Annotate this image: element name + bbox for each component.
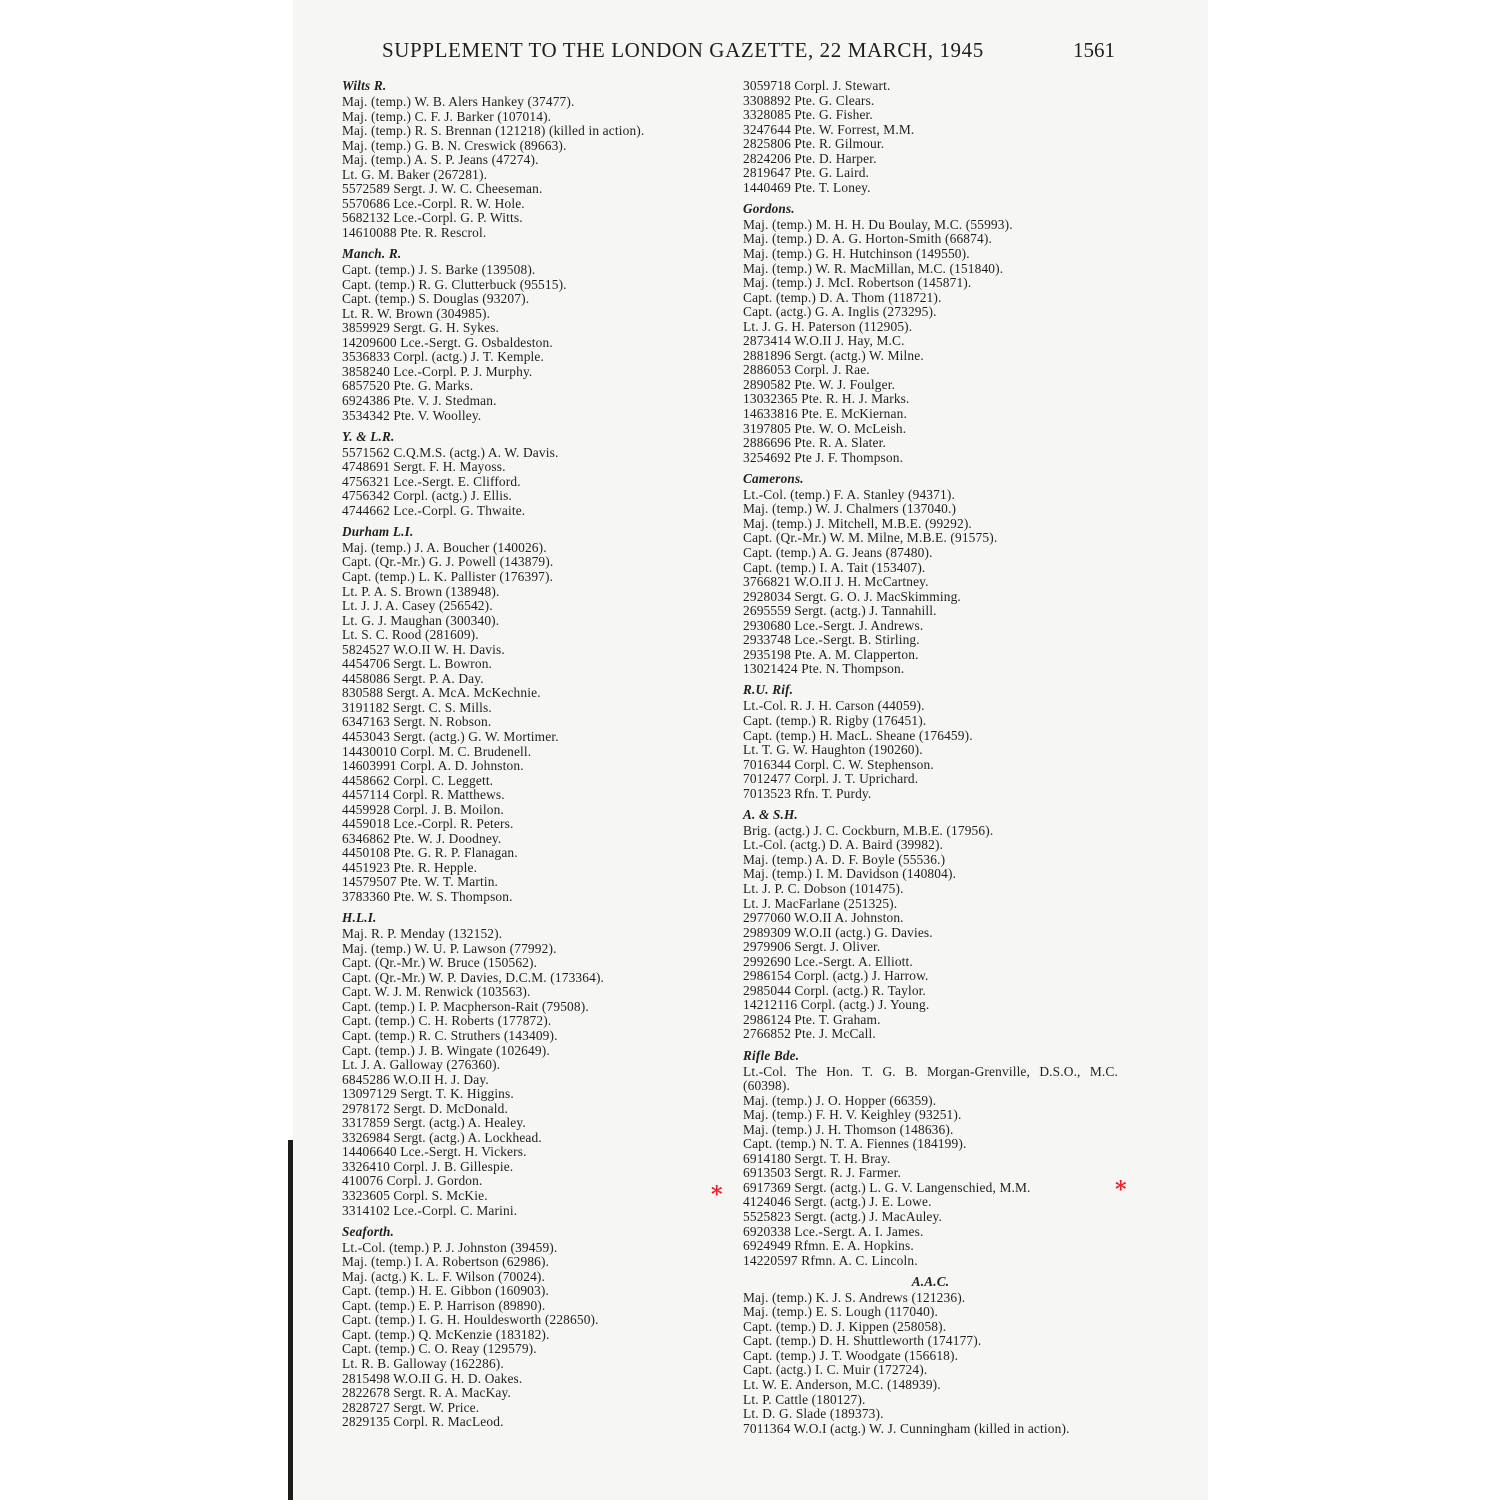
- roll-entry: 6347163 Sergt. N. Robson.: [342, 714, 492, 730]
- roll-entry: 2985044 Corpl. (actg.) R. Taylor.: [743, 982, 927, 998]
- roll-entry: 3323605 Corpl. S. McKie.: [342, 1187, 488, 1203]
- roll-entry: Lt. W. E. Anderson, M.C. (148939).: [743, 1377, 941, 1393]
- unit-section: [743, 1049, 1118, 1269]
- roll-entry: 4459018 Lce.-Corpl. R. Peters.: [342, 816, 514, 832]
- roll-entry: 6914180 Sergt. T. H. Bray.: [743, 1150, 891, 1166]
- roll-entry: 2930680 Lce.-Sergt. J. Andrews.: [743, 617, 924, 633]
- roll-entry: Capt. (temp.) Q. McKenzie (183182).: [342, 1326, 550, 1342]
- roll-entry: Lt. T. G. W. Haughton (190260).: [743, 742, 923, 758]
- roll-entry: Lt. D. G. Slade (189373).: [743, 1406, 884, 1422]
- roll-entry: Capt. (temp.) C. H. Roberts (177872).: [342, 1013, 552, 1029]
- page-number: 1561: [1073, 38, 1115, 62]
- roll-entry: 2977060 W.O.II A. Johnston.: [743, 910, 904, 926]
- roll-entry: 14406640 Lce.-Sergt. H. Vickers.: [342, 1144, 527, 1160]
- roll-entry: 2989309 W.O.II (actg.) G. Davies.: [743, 924, 933, 940]
- unit-section: [743, 808, 1118, 1042]
- roll-entry: Maj. (temp.) I. M. Davidson (140804).: [743, 866, 957, 882]
- roll-entry: 6920338 Lce.-Sergt. A. I. James.: [743, 1223, 924, 1239]
- roll-entry: Lt. R. B. Galloway (162286).: [342, 1355, 504, 1371]
- roll-entry: 6924386 Pte. V. J. Stedman.: [342, 392, 497, 408]
- roll-entry: Maj. (temp.) M. H. H. Du Boulay, M.C. (55993).: [743, 216, 1013, 232]
- roll-entry: 14212116 Corpl. (actg.) J. Young.: [743, 997, 930, 1013]
- roll-entry: Capt. (actg.) I. C. Muir (172724).: [743, 1362, 928, 1378]
- roll-entry: Capt. (temp.) J. S. Barke (139508).: [342, 262, 536, 278]
- roll-entry: 3858240 Lce.-Corpl. P. J. Murphy.: [342, 363, 533, 379]
- roll-entry: Capt. (temp.) I. P. Macpherson-Rait (79508).: [342, 998, 589, 1014]
- roll-entry: 830588 Sergt. A. McA. McKechnie.: [342, 685, 541, 701]
- roll-entry: 2886696 Pte. R. A. Slater.: [743, 435, 887, 451]
- roll-entry: 4748691 Sergt. F. H. Mayoss.: [342, 459, 506, 475]
- roll-entry: Maj. (temp.) F. H. V. Keighley (93251).: [743, 1107, 962, 1123]
- roll-entry: 4453043 Sergt. (actg.) G. W. Mortimer.: [342, 729, 559, 745]
- roll-entry: 14220597 Rfmn. A. C. Lincoln.: [743, 1252, 918, 1268]
- roll-entry: 3191182 Sergt. C. S. Mills.: [342, 699, 492, 715]
- roll-entry: 13021424 Pte. N. Thompson.: [743, 661, 905, 677]
- roll-entry: 3197805 Pte. W. O. McLeish.: [743, 420, 907, 436]
- roll-entry: Maj. (temp.) W. U. P. Lawson (77992).: [342, 940, 557, 956]
- unit-section: [342, 525, 722, 905]
- red-asterisk-mark-left: *: [711, 1182, 723, 1208]
- roll-entry: Maj. (temp.) C. F. J. Barker (107014).: [342, 108, 552, 124]
- unit-heading: Wilts R.: [342, 78, 387, 93]
- roll-entry: 5570686 Lce.-Corpl. R. W. Hole.: [342, 195, 525, 211]
- page-title: SUPPLEMENT TO THE LONDON GAZETTE, 22 MARCH, 1945: [382, 38, 984, 62]
- roll-entry: 2828727 Sergt. W. Price.: [342, 1399, 480, 1415]
- unit-section: [342, 911, 722, 1218]
- roll-entry: Maj. R. P. Menday (132152).: [342, 926, 503, 942]
- roll-entry: Maj. (temp.) A. S. P. Jeans (47274).: [342, 152, 539, 168]
- roll-entry: Lt. P. A. S. Brown (138948).: [342, 583, 500, 599]
- roll-entry: 2822678 Sergt. R. A. MacKay.: [342, 1385, 511, 1401]
- roll-entry: 2881896 Sergt. (actg.) W. Milne.: [743, 347, 924, 363]
- roll-entry: 1440469 Pte. T. Loney.: [743, 179, 871, 195]
- roll-entry: 5682132 Lce.-Corpl. G. P. Witts.: [342, 210, 523, 226]
- roll-entry: 2766852 Pte. J. McCall.: [743, 1026, 876, 1042]
- roll-entry: Brig. (actg.) J. C. Cockburn, M.B.E. (17956).: [743, 822, 994, 838]
- roll-entry: Capt. (temp.) D. A. Thom (118721).: [743, 289, 942, 305]
- roll-entry: 6913503 Sergt. R. J. Farmer.: [743, 1165, 901, 1181]
- roll-entry: 14633816 Pte. E. McKiernan.: [743, 406, 907, 422]
- roll-entry: Maj. (temp.) K. J. S. Andrews (121236).: [743, 1289, 966, 1305]
- roll-entry: Lt. J. MacFarlane (251325).: [743, 895, 898, 911]
- roll-entry: 14603991 Corpl. A. D. Johnston.: [342, 758, 524, 774]
- roll-entry: 4458662 Corpl. C. Leggett.: [342, 772, 494, 788]
- roll-entry: 2979906 Sergt. J. Oliver.: [743, 939, 881, 955]
- roll-entry: 7013523 Rfn. T. Purdy.: [743, 785, 872, 801]
- roll-entry: Lt. P. Cattle (180127).: [743, 1391, 866, 1407]
- roll-entry: 6924949 Rfmn. E. A. Hopkins.: [743, 1238, 914, 1254]
- gazette-page: [293, 0, 1208, 1500]
- roll-entry: Capt. (temp.) D. H. Shuttleworth (174177).: [743, 1333, 982, 1349]
- roll-entry: Capt. (Qr.-Mr.) G. J. Powell (143879).: [342, 554, 554, 570]
- roll-entry: 2886053 Corpl. J. Rae.: [743, 362, 870, 378]
- roll-entry: Capt. (temp.) A. G. Jeans (87480).: [743, 544, 933, 560]
- roll-entry: Capt. (temp.) R. Rigby (176451).: [743, 712, 927, 728]
- roll-entry: 6917369 Sergt. (actg.) L. G. V. Langenschied, M.M.: [743, 1179, 1031, 1195]
- unit-section: [743, 1275, 1118, 1437]
- roll-entry: Capt. W. J. M. Renwick (103563).: [342, 984, 531, 1000]
- unit-heading: Durham L.I.: [342, 523, 414, 539]
- roll-entry: Maj. (temp.) W. J. Chalmers (137040.): [743, 501, 957, 517]
- roll-entry: 2992690 Lce.-Sergt. A. Elliott.: [743, 953, 913, 969]
- roll-entry: 2695559 Sergt. (actg.) J. Tannahill.: [743, 603, 937, 619]
- roll-entry: 14430010 Corpl. M. C. Brudenell.: [342, 743, 532, 759]
- roll-entry: 3534342 Pte. V. Woolley.: [342, 407, 482, 423]
- roll-entry: 3314102 Lce.-Corpl. C. Marini.: [342, 1202, 518, 1218]
- roll-entry: Maj. (temp.) J. O. Hopper (66359).: [743, 1092, 937, 1108]
- roll-entry: 4450108 Pte. G. R. P. Flanagan.: [342, 845, 518, 861]
- roll-entry: Maj. (temp.) G. B. N. Creswick (89663).: [342, 137, 567, 153]
- roll-entry: 2819647 Pte. G. Laird.: [743, 165, 870, 181]
- roll-entry: Capt. (actg.) G. A. Inglis (273295).: [743, 304, 937, 320]
- unit-section: [342, 430, 722, 519]
- roll-entry: 6845286 W.O.II H. J. Day.: [342, 1071, 489, 1087]
- roll-entry: Maj. (temp.) J. McI. Robertson (145871).: [743, 275, 972, 291]
- roll-entry: Capt. (temp.) I. G. H. Houldesworth (228650).: [342, 1312, 599, 1328]
- page-header: [293, 38, 1208, 68]
- roll-entry: 7016344 Corpl. C. W. Stephenson.: [743, 756, 934, 772]
- roll-entry: Lt. S. C. Rood (281609).: [342, 627, 479, 643]
- roll-entry: 3766821 W.O.II J. H. McCartney.: [743, 574, 929, 590]
- roll-entry: Lt. G. M. Baker (267281).: [342, 166, 488, 182]
- roll-entry: 410076 Corpl. J. Gordon.: [342, 1173, 483, 1189]
- roll-entry: Maj. (temp.) A. D. F. Boyle (55536.): [743, 851, 946, 867]
- roll-entry: 3254692 Pte J. F. Thompson.: [743, 449, 904, 465]
- roll-entry: Maj. (temp.) E. S. Lough (117040).: [743, 1304, 939, 1320]
- roll-entry: Lt. R. W. Brown (304985).: [342, 305, 491, 321]
- roll-entry: 5571562 C.Q.M.S. (actg.) A. W. Davis.: [342, 444, 559, 460]
- roll-entry: 14209600 Lce.-Sergt. G. Osbaldeston.: [342, 334, 553, 350]
- right-column: [743, 79, 1118, 1443]
- roll-entry: Lt. J. A. Galloway (276360).: [342, 1057, 501, 1073]
- left-column: [342, 79, 722, 1436]
- roll-entry: 3536833 Corpl. (actg.) J. T. Kemple.: [342, 349, 545, 365]
- roll-entry: Lt.-Col. R. J. H. Carson (44059).: [743, 698, 925, 714]
- roll-entry: 3317859 Sergt. (actg.) A. Healey.: [342, 1115, 526, 1131]
- unit-heading: R.U. Rif.: [743, 682, 794, 698]
- unit-heading: Manch. R.: [342, 246, 402, 262]
- roll-entry: Lt.-Col. (temp.) F. A. Stanley (94371).: [743, 486, 955, 502]
- roll-entry: Capt. (Qr.-Mr.) W. P. Davies, D.C.M. (173364).: [342, 969, 605, 985]
- roll-entry: 2825806 Pte. R. Gilmour.: [743, 136, 885, 152]
- roll-entry: Capt. (temp.) H. MacL. Sheane (176459).: [743, 727, 973, 743]
- roll-entry: 7011364 W.O.I (actg.) W. J. Cunningham (killed in action).: [743, 1420, 1070, 1436]
- roll-entry: Maj. (actg.) K. L. F. Wilson (70024).: [342, 1268, 546, 1284]
- roll-entry: Capt. (Qr.-Mr.) W. Bruce (150562).: [342, 955, 538, 971]
- roll-entry: 2978172 Sergt. D. McDonald.: [342, 1100, 508, 1116]
- roll-entry: Maj. (temp.) J. H. Thomson (148636).: [743, 1121, 954, 1137]
- unit-heading: Rifle Bde.: [743, 1047, 800, 1063]
- roll-entry: Capt. (temp.) E. P. Harrison (89890).: [342, 1297, 546, 1313]
- roll-entry: 3059718 Corpl. J. Stewart.: [743, 78, 891, 93]
- roll-entry: 2928034 Sergt. G. O. J. MacSkimming.: [743, 588, 961, 604]
- roll-entry: 4454706 Sergt. L. Bowron.: [342, 656, 493, 672]
- roll-entry: 3859929 Sergt. G. H. Sykes.: [342, 320, 500, 336]
- roll-entry: 3308892 Pte. G. Clears.: [743, 92, 875, 108]
- roll-entry: 7012477 Corpl. J. T. Uprichard.: [743, 771, 919, 787]
- roll-entry: 5525823 Sergt. (actg.) J. MacAuley.: [743, 1209, 943, 1225]
- roll-entry: 2829135 Corpl. R. MacLeod.: [342, 1414, 504, 1430]
- red-asterisk-mark-right: *: [1115, 1177, 1127, 1203]
- unit-section: [342, 79, 722, 241]
- roll-entry: Maj. (temp.) W. R. MacMillan, M.C. (151840).: [743, 260, 1004, 276]
- roll-entry: 3783360 Pte. W. S. Thompson.: [342, 889, 513, 905]
- roll-entry: Capt. (temp.) I. A. Tait (153407).: [743, 559, 926, 575]
- roll-entry: 5572589 Sergt. J. W. C. Cheeseman.: [342, 181, 543, 197]
- unit-heading: Gordons.: [743, 200, 795, 216]
- roll-entry: Maj. (temp.) J. Mitchell, M.B.E. (99292).: [743, 515, 972, 531]
- unit-heading: Camerons.: [743, 470, 804, 486]
- roll-entry: 5824527 W.O.II W. H. Davis.: [342, 641, 505, 657]
- roll-entry: 4756342 Corpl. (actg.) J. Ellis.: [342, 488, 512, 504]
- roll-entry: 4459928 Corpl. J. B. Moilon.: [342, 801, 504, 817]
- roll-entry: 4457114 Corpl. R. Matthews.: [342, 787, 505, 803]
- roll-entry: Maj. (temp.) R. S. Brennan (121218) (killed in action).: [342, 123, 645, 139]
- roll-entry: Capt. (temp.) J. B. Wingate (102649).: [342, 1042, 550, 1058]
- roll-entry: 3326984 Sergt. (actg.) A. Lockhead.: [342, 1129, 542, 1145]
- roll-entry: 2873414 W.O.II J. Hay, M.C.: [743, 333, 905, 349]
- roll-entry: Capt. (temp.) R. C. Struthers (143409).: [342, 1027, 558, 1043]
- unit-section: [342, 247, 722, 423]
- roll-entry: Maj. (temp.) D. A. G. Horton-Smith (66874).: [743, 231, 992, 247]
- roll-entry: 14579507 Pte. W. T. Martin.: [342, 874, 499, 890]
- roll-entry: 2824206 Pte. D. Harper.: [743, 150, 877, 166]
- roll-entry: 3247644 Pte. W. Forrest, M.M.: [743, 121, 915, 137]
- roll-entry: Lt. G. J. Maughan (300340).: [342, 612, 500, 628]
- roll-entry: Capt. (temp.) C. O. Reay (129579).: [342, 1341, 537, 1357]
- roll-entry: 13032365 Pte. R. H. J. Marks.: [743, 391, 910, 407]
- roll-entry: 2986124 Pte. T. Graham.: [743, 1011, 881, 1027]
- unit-section: [342, 1225, 722, 1430]
- unit-section: [743, 683, 1118, 801]
- unit-section: [743, 472, 1118, 677]
- roll-entry: Capt. (temp.) S. Douglas (93207).: [342, 291, 530, 307]
- roll-entry: 3328085 Pte. G. Fisher.: [743, 107, 873, 123]
- roll-entry: 6346862 Pte. W. J. Doodney.: [342, 830, 502, 846]
- roll-entry: Capt. (temp.) D. J. Kippen (258058).: [743, 1318, 947, 1334]
- roll-entry: Capt. (temp.) R. G. Clutterbuck (95515).: [342, 276, 567, 292]
- background-left: [0, 0, 294, 1500]
- roll-entry: 3326410 Corpl. J. B. Gillespie.: [342, 1158, 514, 1174]
- roll-entry: Lt.-Col. The Hon. T. G. B. Morgan-Grenville, D.S.O., M.C. (60398).: [743, 1063, 1118, 1094]
- roll-entry: Lt.-Col. (actg.) D. A. Baird (39982).: [743, 837, 944, 853]
- roll-entry: 2986154 Corpl. (actg.) J. Harrow.: [743, 968, 929, 984]
- roll-entry: 4451923 Pte. R. Hepple.: [342, 859, 478, 875]
- roll-entry: Capt. (temp.) L. K. Pallister (176397).: [342, 569, 554, 584]
- roll-entry: 2890582 Pte. W. J. Foulger.: [743, 376, 896, 392]
- roll-entry: Maj. (temp.) I. A. Robertson (62986).: [342, 1254, 550, 1270]
- roll-entry: Lt. J. P. C. Dobson (101475).: [743, 880, 904, 896]
- roll-entry: Lt.-Col. (temp.) P. J. Johnston (39459).: [342, 1239, 558, 1255]
- roll-entry: Capt. (temp.) J. T. Woodgate (156618).: [743, 1347, 959, 1363]
- roll-entry: 2815498 W.O.II G. H. D. Oakes.: [342, 1370, 523, 1386]
- roll-entry: 4744662 Lce.-Corpl. G. Thwaite.: [342, 502, 526, 518]
- roll-entry: 13097129 Sergt. T. K. Higgins.: [342, 1086, 514, 1102]
- unit-heading: Seaforth.: [342, 1223, 394, 1239]
- roll-entry: Lt. J. J. A. Casey (256542).: [342, 598, 493, 614]
- roll-entry: 4756321 Lce.-Sergt. E. Clifford.: [342, 473, 521, 489]
- roll-entry: Maj. (temp.) J. A. Boucher (140026).: [342, 539, 547, 555]
- roll-entry: 4124046 Sergt. (actg.) J. E. Lowe.: [743, 1194, 932, 1210]
- roll-entry: 4458086 Sergt. P. A. Day.: [342, 670, 484, 686]
- unit-heading: Y. & L.R.: [342, 428, 395, 444]
- unit-section: [743, 79, 1118, 195]
- unit-heading: A.A.C.: [911, 1273, 950, 1289]
- roll-entry: Capt. (temp.) N. T. A. Fiennes (184199).: [743, 1136, 967, 1152]
- roll-entry: Maj. (temp.) G. H. Hutchinson (149550).: [743, 246, 970, 262]
- roll-entry: 14610088 Pte. R. Rescrol.: [342, 224, 487, 240]
- roll-entry: 2933748 Lce.-Sergt. B. Stirling.: [743, 632, 920, 648]
- unit-section: [743, 202, 1118, 465]
- roll-entry: Maj. (temp.) W. B. Alers Hankey (37477).: [342, 94, 575, 110]
- roll-entry: Capt. (temp.) H. E. Gibbon (160903).: [342, 1283, 549, 1299]
- roll-entry: 2935198 Pte. A. M. Clapperton.: [743, 646, 919, 662]
- roll-entry: Lt. J. G. H. Paterson (112905).: [743, 318, 913, 334]
- unit-heading: H.L.I.: [342, 910, 377, 926]
- roll-entry: Capt. (Qr.-Mr.) W. M. Milne, M.B.E. (91575).: [743, 530, 998, 546]
- roll-entry: 6857520 Pte. G. Marks.: [342, 378, 474, 394]
- unit-heading: A. & S.H.: [743, 806, 798, 822]
